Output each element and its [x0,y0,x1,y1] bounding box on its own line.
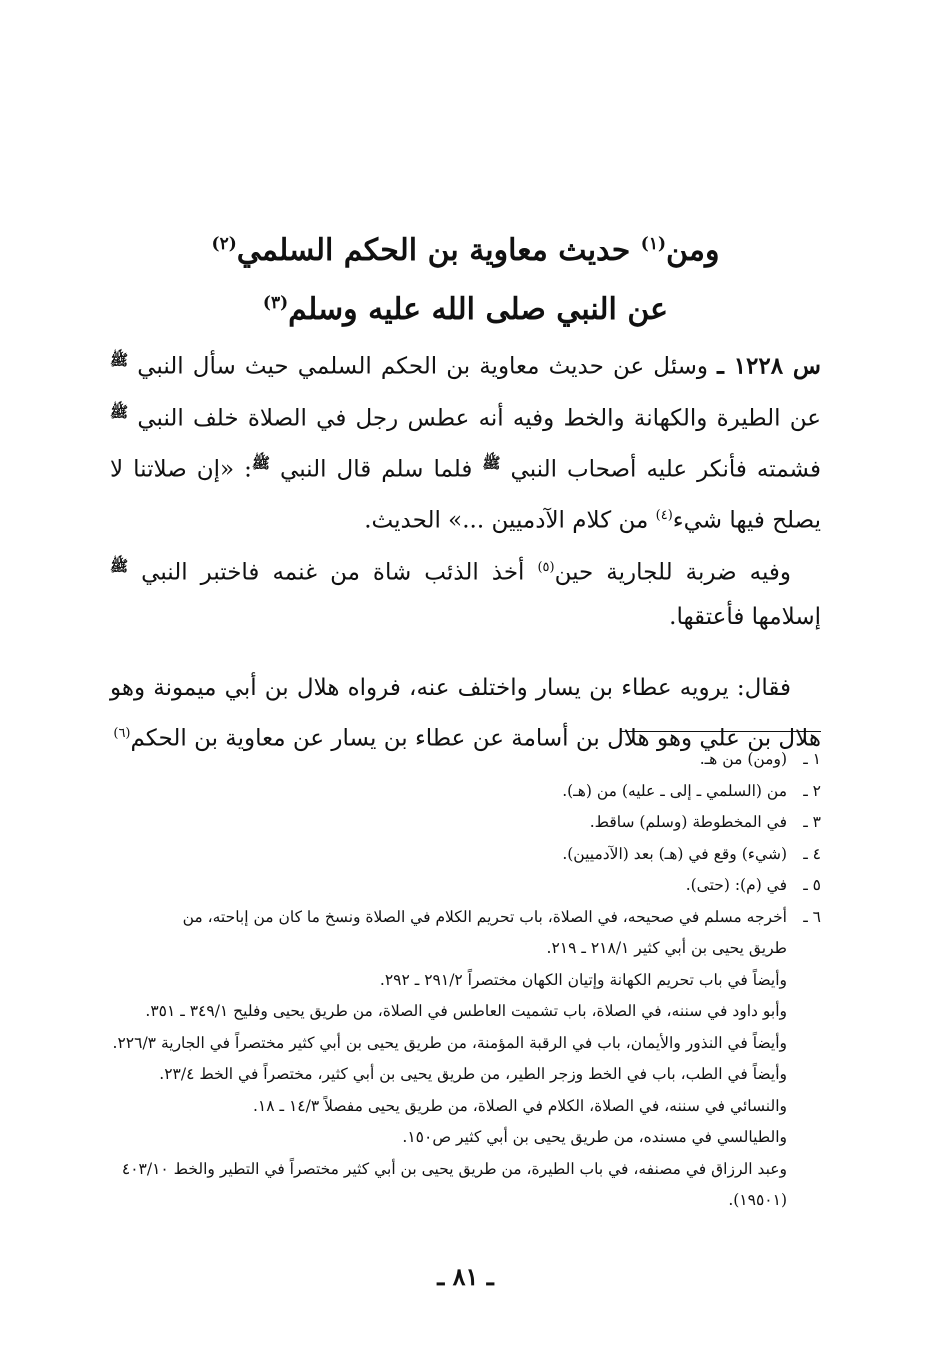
footnote-number: ٢ ـ [803,781,821,800]
footnote-item [105,902,821,1217]
footnote-line: طريق يحيى بن أبي كثير ٢١٨/١ ـ ٢١٩. [546,939,787,957]
footnote-ref-5[interactable]: (٥) [537,559,555,575]
paragraph-text: أخذ الذئب شاة من غنمه فاختبر النبي [128,559,538,586]
footnote-item [105,839,821,871]
footnote-ref-1[interactable]: (١) [640,234,667,254]
heading-prefix: ومن [666,233,720,268]
footnotes-list [105,744,821,1217]
footnote-number: ٤ ـ [803,844,821,863]
footnote-ref-3[interactable]: (٣) [262,293,289,313]
question-paragraph [110,338,821,544]
footnote-number: ٣ ـ [803,813,821,831]
footnote-body [105,870,787,902]
question-text: من كلام الآدميين ...» الحديث. [364,507,656,534]
footnote-item [105,870,821,902]
footnote-line: وأيضاً في الطب، باب في الخط وزجر الطير، من طريق يحيى بن أبي كثير، مختصراً في الخط ٢٣/٤. [159,1065,787,1083]
footnote-number: ١ ـ [803,750,821,768]
footnote-separator [620,731,821,732]
footnote-line: وأيضاً في النذور والأيمان، باب في الرقبة المؤمنة، من طريق يحيى بن أبي كثير مختصراً في الجارية ٢٢٦/٣. [112,1033,787,1052]
footnote-line: في المخطوطة (وسلم) ساقط. [589,813,787,831]
footnote-ref-6[interactable]: (٦) [113,726,131,742]
main-text [110,338,821,762]
answer-text: فقال: يرويه عطاء بن يسار واختلف عنه، فرواه هلال بن أبي ميمونة وهو هلال بن علي وهو هلال بن أسامة عن عطاء بن يسار عن معاوية بن الحكم [110,675,821,752]
footnote-ref-4[interactable]: (٤) [655,507,673,523]
footnote-line: من (السلمي ـ إلى ـ عليه) من (هـ). [562,781,787,800]
paragraph-text: إسلامها فأعتقها. [669,604,821,631]
footnote-line: وعبد الرزاق في مصنفه، في باب الطيرة، من طريق يحيى بن أبي كثير مختصراً في التطير والخط ٤٠٣/١٠ [121,1159,787,1178]
question-text: فلما سلم قال النبي [270,456,483,483]
question-text: وسئل عن حديث معاوية بن الحكم السلمي حيث سأل النبي [128,353,718,380]
footnote-line: (شيء) وقع في (هـ) بعد (الآدميين). [562,844,787,863]
heading-line-1 [212,233,720,268]
footnote-ref-2[interactable]: (٢) [211,234,237,254]
salla-glyph: ﷺ [110,556,129,575]
salla-glyph: ﷺ [251,454,271,473]
question-number: س ١٢٢٨ ـ [717,352,821,380]
footnote-body [105,807,787,839]
heading-line-2 [263,292,668,327]
footnote-body [105,744,787,776]
footnote-line: وأيضاً في باب تحريم الكهانة وإتيان الكهان مختصراً ٢٩١/٢ ـ ٢٩٢. [379,970,787,989]
footnote-body [105,839,787,871]
footnote-line: (ومن) من هـ. [699,750,787,768]
heading-subtitle: عن النبي صلى الله عليه وسلم [288,292,669,327]
question-text: عن الطيرة والكهانة والخط وفيه أنه عطس رجل في الصلاة خلف النبي [128,405,821,432]
footnote-line: وأبو داود في سننه، في الصلاة، باب تشميت العاطس في الصلاة، من طريق يحيى وفليح ٣٤٩/١ ـ ٣٥١. [145,1002,787,1020]
footnote-number: ٦ ـ [803,907,821,926]
footnote-number: ٥ ـ [803,876,821,894]
chapter-heading [110,218,821,336]
heading-title: حديث معاوية بن الحكم السلمي [236,233,641,268]
salla-glyph: ﷺ [110,402,129,421]
page-number: ـ ٨١ ـ [437,1262,494,1291]
footnote-item [105,744,821,776]
footnote-line: في (م): (حتى). [685,876,787,894]
paragraph-text: وفيه ضربة للجارية حين [554,559,791,586]
footnote-item [105,807,821,839]
second-paragraph [110,544,821,641]
footnote-line: (١٩٥٠١). [728,1191,787,1209]
salla-glyph: ﷺ [110,351,129,369]
salla-glyph: ﷺ [482,454,501,473]
footnote-item [105,776,821,808]
footnote-body [105,776,787,808]
question-text: فشمته فأنكر عليه أصحاب النبي [500,456,822,483]
footnote-body [105,902,787,1217]
footnote-line: والطيالسي في مسنده، من طريق يحيى بن أبي كثير ص١٥٠. [402,1128,787,1146]
footnote-line: والنسائي في سننه، في الصلاة، الكلام في الصلاة، من طريق يحيى مفصلاً ١٤/٣ ـ ١٨. [252,1096,787,1115]
footnote-line: أخرجه مسلم في صحيحه، في الصلاة، باب تحريم الكلام في الصلاة ونسخ ما كان من إباحته، من [182,907,787,926]
question-text: : «إن صلاتنا لا يصلح فيها شيء [110,456,821,534]
